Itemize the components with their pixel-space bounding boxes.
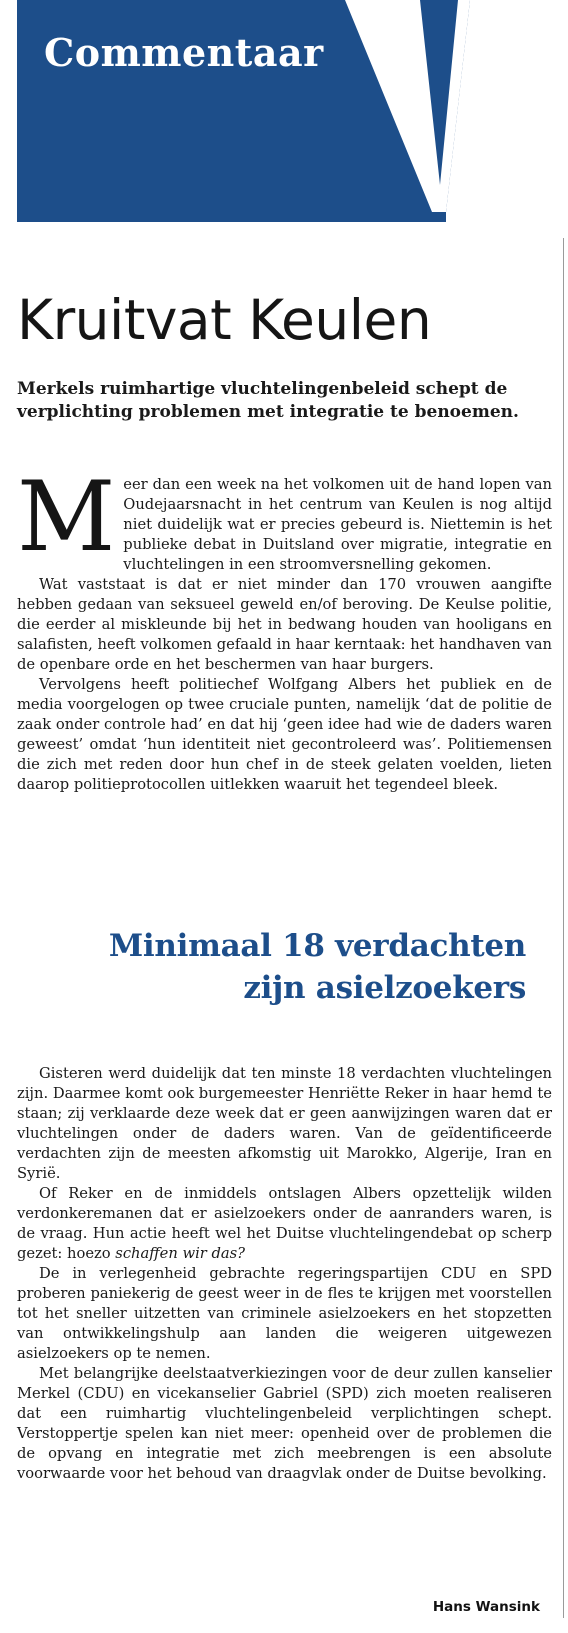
section-label: Commentaar xyxy=(44,30,324,75)
article-subheading xyxy=(6,925,526,1009)
dropcap: M xyxy=(17,461,116,573)
paragraph-italic-text: schaffen wir das? xyxy=(115,1245,246,1262)
article-paragraph xyxy=(17,461,552,575)
article-intro: Merkels ruimhartige vluchtelingenbeleid schept de verplichting problemen met integratie te benoemen. xyxy=(17,379,519,422)
article-body-part1 xyxy=(17,461,552,795)
article-paragraph xyxy=(17,1184,552,1264)
article-paragraph: Wat vaststaat is dat er niet minder dan 170 vrouwen aangifte hebben gedaan van seksueel geweld en/of beroving. De Keulse politie, die eerder al miskleunde bij het in bedwang houden van hooligans en salafisten, heeft volkomen gefaald in haar kerntaak: het handhaven van de openbare orde en het beschermen van haar burgers. xyxy=(17,576,552,673)
paragraph-text: eer dan een week na het volkomen uit de hand lopen van Oudejaarsnacht in het centrum van Keulen is nog altijd niet duidelijk wat er precies gebeurd is. Niettemin is het publieke debat in Duitsland over migratie, integratie en vluchtelingen in een stroomversnelling gekomen. xyxy=(123,476,552,573)
article-body-part2 xyxy=(17,1064,552,1484)
article-paragraph: Vervolgens heeft politiechef Wolfgang Albers het publiek en de media voorgelogen op twee cruciale punten, namelijk ‘dat de politie de zaak onder controle had’ en dat hij ‘geen idee had wie de daders waren geweest’ omdat ‘hun identiteit niet gecontroleerd was’. Politiemensen die zich met reden door hun chef in de steek gelaten voelden, lieten daarop politieprotocollen uitlekken waaruit het tegendeel bleek. xyxy=(17,676,552,793)
article-paragraph: Met belangrijke deelstaatverkiezingen voor de deur zullen kanselier Merkel (CDU) en vicekanselier Gabriel (SPD) zich moeten realiseren dat een ruimhartig vluchtelingenbeleid verplichtingen schept. Verstoppertje spelen kan niet meer: openheid over de problemen die de opvang en integratie met zich meebrengen is een absolute voorwaarde voor het behoud van draagvlak onder de Duitse bevolking. xyxy=(17,1365,552,1482)
column-rule xyxy=(563,238,564,1618)
paragraph-text: Of Reker en de inmiddels ontslagen Albers opzettelijk wilden verdonkeremanen dat er asielzoekers onder de aanranders waren, is de vraag. Hun actie heeft wel het Duitse vluchtelingendebat op scherp gezet: hoezo xyxy=(17,1185,552,1262)
article-paragraph: De in verlegenheid gebrachte regeringspartijen CDU en SPD proberen paniekerig de geest weer in de fles te krijgen met voorstellen tot het sneller uitzetten van criminele asielzoekers en het stopzetten van ontwikkelingshulp aan landen die weigeren uitgewezen asielzoekers op te nemen. xyxy=(17,1265,552,1362)
article-paragraph: Gisteren werd duidelijk dat ten minste 18 verdachten vluchtelingen zijn. Daarmee komt ook burgemeester Henriëtte Reker in haar hemd te staan; zij verklaarde deze week dat er geen aanwijzingen waren dat er vluchtelingen onder de daders waren. Van de geïdentificeerde verdachten zijn de meesten afkomstig uit Marokko, Algerije, Iran en Syrië. xyxy=(17,1065,552,1182)
subheading-line: zijn asielzoekers xyxy=(243,970,526,1006)
author-byline: Hans Wansink xyxy=(432,1599,540,1615)
subheading-line: Minimaal 18 verdachten xyxy=(108,928,526,964)
article-headline: Kruitvat Keulen xyxy=(17,288,432,352)
